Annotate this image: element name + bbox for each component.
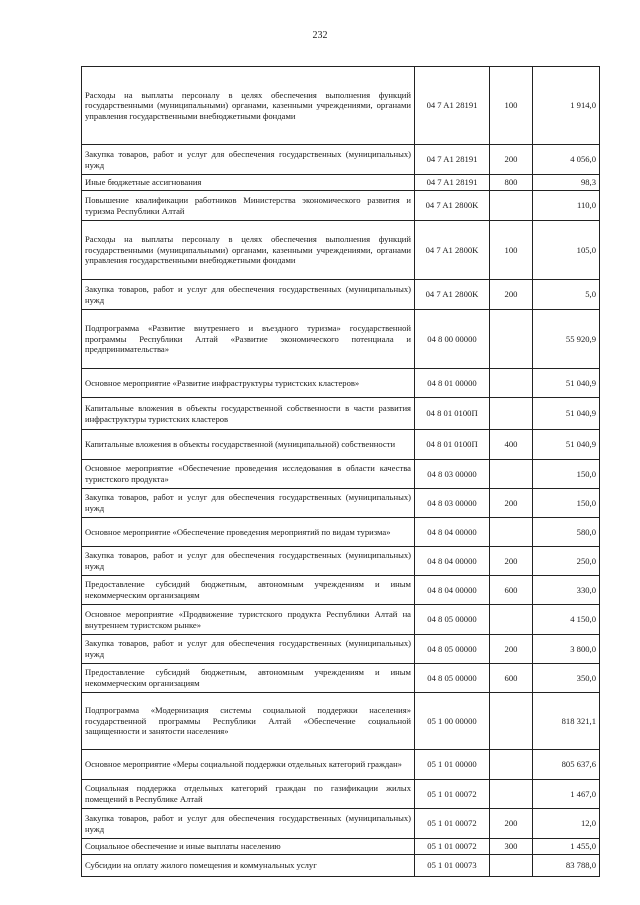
- row-expense-type: 800: [490, 175, 533, 191]
- row-amount: 3 800,0: [533, 635, 600, 664]
- row-code: 04 8 01 00000: [415, 369, 490, 398]
- row-expense-type: 600: [490, 664, 533, 693]
- row-name: Закупка товаров, работ и услуг для обеспечения государственных (муниципальных) нужд: [82, 145, 415, 175]
- row-expense-type: [490, 854, 533, 876]
- row-amount: 83 788,0: [533, 854, 600, 876]
- row-code: 04 8 05 00000: [415, 664, 490, 693]
- row-expense-type: [490, 693, 533, 750]
- table-row: [82, 518, 600, 547]
- row-amount: 51 040,9: [533, 369, 600, 398]
- row-name: Расходы на выплаты персоналу в целях обеспечения выполнения функций государственными (муниципальными) органами, казенными учреждениями, органами управления государственными внебюджетными фондами: [82, 67, 415, 145]
- row-amount: 580,0: [533, 518, 600, 547]
- table-row: [82, 750, 600, 780]
- row-amount: 4 056,0: [533, 145, 600, 175]
- row-name: Основное мероприятие «Меры социальной поддержки отдельных категорий граждан»: [82, 750, 415, 780]
- row-expense-type: [490, 780, 533, 809]
- table-row: [82, 605, 600, 635]
- table-row: [82, 430, 600, 460]
- row-code: 04 7 A1 28191: [415, 175, 490, 191]
- row-name: Предоставление субсидий бюджетным, автономным учреждениям и иным некоммерческим организациям: [82, 664, 415, 693]
- row-name: Расходы на выплаты персоналу в целях обеспечения выполнения функций государственными (муниципальными) органами, казенными учреждениями, органами управления государственными внебюджетными фондами: [82, 221, 415, 280]
- table-row: [82, 664, 600, 693]
- row-name: Основное мероприятие «Обеспечение проведения исследования в области качества туристского продукта»: [82, 460, 415, 489]
- row-code: 04 8 04 00000: [415, 518, 490, 547]
- row-code: 04 8 04 00000: [415, 547, 490, 576]
- row-expense-type: 100: [490, 221, 533, 280]
- row-code: 05 1 01 00073: [415, 854, 490, 876]
- row-expense-type: [490, 369, 533, 398]
- row-expense-type: 400: [490, 430, 533, 460]
- table-row: [82, 489, 600, 518]
- table-row: [82, 398, 600, 430]
- table-row: [82, 809, 600, 839]
- row-amount: 55 920,9: [533, 310, 600, 369]
- row-code: 05 1 01 00072: [415, 809, 490, 839]
- row-amount: 110,0: [533, 191, 600, 221]
- row-amount: 5,0: [533, 280, 600, 310]
- table-row: [82, 576, 600, 605]
- row-amount: 105,0: [533, 221, 600, 280]
- table-row: [82, 191, 600, 221]
- row-expense-type: 200: [490, 145, 533, 175]
- table-row: [82, 854, 600, 876]
- table-row: [82, 67, 600, 145]
- row-amount: 1 914,0: [533, 67, 600, 145]
- row-code: 05 1 01 00000: [415, 750, 490, 780]
- row-amount: 350,0: [533, 664, 600, 693]
- row-code: 05 1 00 00000: [415, 693, 490, 750]
- row-amount: 4 150,0: [533, 605, 600, 635]
- row-code: 04 8 05 00000: [415, 635, 490, 664]
- row-name: Закупка товаров, работ и услуг для обеспечения государственных (муниципальных) нужд: [82, 489, 415, 518]
- row-name: Социальное обеспечение и иные выплаты населению: [82, 839, 415, 855]
- row-expense-type: 200: [490, 547, 533, 576]
- row-name: Субсидии на оплату жилого помещения и коммунальных услуг: [82, 854, 415, 876]
- row-amount: 805 637,6: [533, 750, 600, 780]
- table-row: [82, 280, 600, 310]
- row-code: 05 1 01 00072: [415, 780, 490, 809]
- row-expense-type: 200: [490, 809, 533, 839]
- row-code: 04 8 04 00000: [415, 576, 490, 605]
- table-row: [82, 369, 600, 398]
- table-row: [82, 547, 600, 576]
- row-code: 04 8 03 00000: [415, 460, 490, 489]
- row-name: Предоставление субсидий бюджетным, автономным учреждениям и иным некоммерческим организациям: [82, 576, 415, 605]
- row-amount: 250,0: [533, 547, 600, 576]
- row-name: Капитальные вложения в объекты государственной (муниципальной) собственности: [82, 430, 415, 460]
- row-expense-type: 600: [490, 576, 533, 605]
- row-amount: 818 321,1: [533, 693, 600, 750]
- row-expense-type: 200: [490, 489, 533, 518]
- table-row: [82, 693, 600, 750]
- row-name: Подпрограмма «Развитие внутреннего и въездного туризма» государственной программы Республики Алтай «Развитие экономического потенциала и предпринимательства»: [82, 310, 415, 369]
- row-name: Иные бюджетные ассигнования: [82, 175, 415, 191]
- row-name: Подпрограмма «Модернизация системы социальной поддержки населения» государственной программы Республики Алтай «Обеспечение социальной защищенности и занятости населения»: [82, 693, 415, 750]
- row-expense-type: [490, 398, 533, 430]
- row-amount: 1 467,0: [533, 780, 600, 809]
- row-expense-type: [490, 310, 533, 369]
- row-expense-type: [490, 460, 533, 489]
- row-code: 04 7 A1 2800K: [415, 191, 490, 221]
- row-code: 04 8 03 00000: [415, 489, 490, 518]
- row-name: Капитальные вложения в объекты государственной собственности в части развития инфраструктуры туристских кластеров: [82, 398, 415, 430]
- row-code: 05 1 01 00072: [415, 839, 490, 855]
- table-row: [82, 635, 600, 664]
- row-name: Социальная поддержка отдельных категорий граждан по газификации жилых помещений в Республике Алтай: [82, 780, 415, 809]
- table-row: [82, 839, 600, 855]
- row-amount: 150,0: [533, 489, 600, 518]
- row-amount: 1 455,0: [533, 839, 600, 855]
- table-row: [82, 221, 600, 280]
- row-amount: 98,3: [533, 175, 600, 191]
- row-name: Основное мероприятие «Развитие инфраструктуры туристских кластеров»: [82, 369, 415, 398]
- table-row: [82, 780, 600, 809]
- row-code: 04 7 A1 28191: [415, 145, 490, 175]
- row-expense-type: [490, 605, 533, 635]
- table-row: [82, 310, 600, 369]
- budget-table-body: [82, 67, 600, 877]
- row-name: Закупка товаров, работ и услуг для обеспечения государственных (муниципальных) нужд: [82, 280, 415, 310]
- row-code: 04 8 00 00000: [415, 310, 490, 369]
- table-row: [82, 175, 600, 191]
- row-expense-type: 100: [490, 67, 533, 145]
- row-amount: 330,0: [533, 576, 600, 605]
- row-expense-type: [490, 518, 533, 547]
- row-name: Основное мероприятие «Продвижение туристского продукта Республики Алтай на внутреннем туристском рынке»: [82, 605, 415, 635]
- row-amount: 12,0: [533, 809, 600, 839]
- row-amount: 51 040,9: [533, 398, 600, 430]
- row-name: Основное мероприятие «Обеспечение проведения мероприятий по видам туризма»: [82, 518, 415, 547]
- row-expense-type: [490, 191, 533, 221]
- table-row: [82, 145, 600, 175]
- row-amount: 51 040,9: [533, 430, 600, 460]
- row-name: Закупка товаров, работ и услуг для обеспечения государственных (муниципальных) нужд: [82, 635, 415, 664]
- row-expense-type: 200: [490, 280, 533, 310]
- page-number: 232: [312, 30, 328, 41]
- row-code: 04 7 A1 2800K: [415, 280, 490, 310]
- row-expense-type: 200: [490, 635, 533, 664]
- row-code: 04 8 01 0100П: [415, 398, 490, 430]
- row-amount: 150,0: [533, 460, 600, 489]
- row-code: 04 7 A1 28191: [415, 67, 490, 145]
- budget-table: [81, 66, 600, 877]
- row-name: Закупка товаров, работ и услуг для обеспечения государственных (муниципальных) нужд: [82, 547, 415, 576]
- row-expense-type: 300: [490, 839, 533, 855]
- row-name: Закупка товаров, работ и услуг для обеспечения государственных (муниципальных) нужд: [82, 809, 415, 839]
- row-expense-type: [490, 750, 533, 780]
- row-code: 04 8 05 00000: [415, 605, 490, 635]
- table-row: [82, 460, 600, 489]
- row-code: 04 7 A1 2800K: [415, 221, 490, 280]
- row-code: 04 8 01 0100П: [415, 430, 490, 460]
- row-name: Повышение квалификации работников Министерства экономического развития и туризма Республики Алтай: [82, 191, 415, 221]
